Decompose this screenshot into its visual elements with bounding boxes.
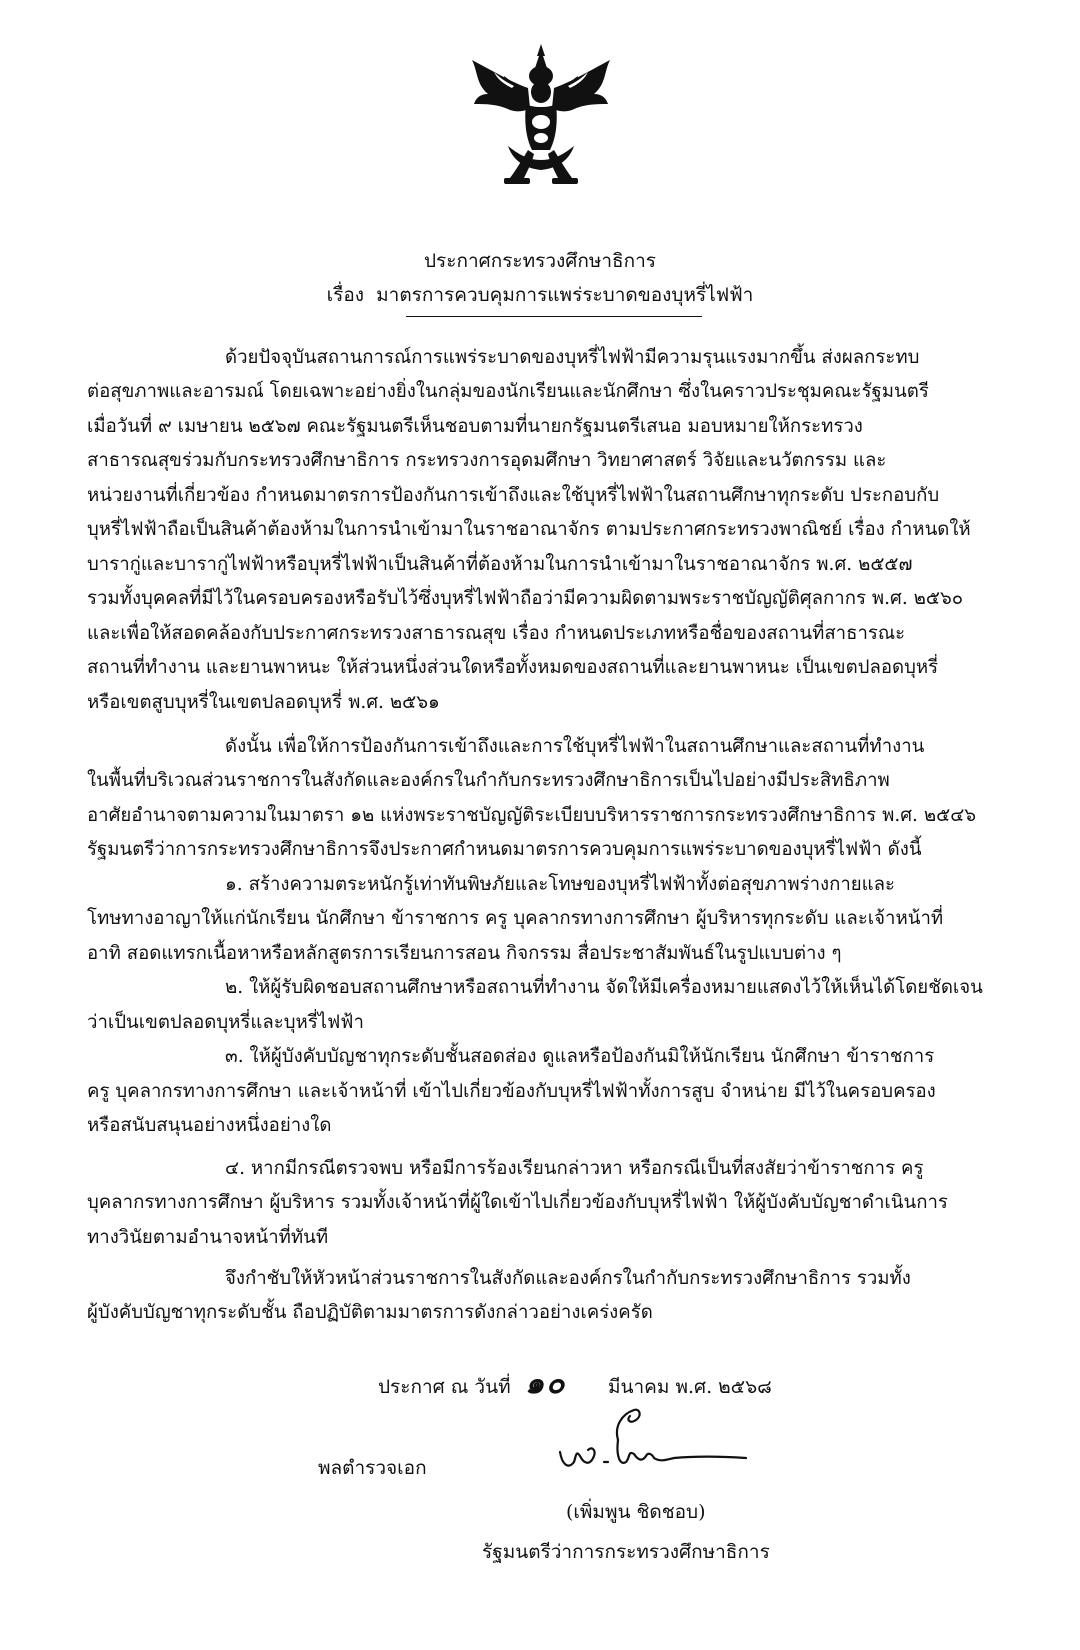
measure-2: ๒. ให้ผู้รับผิดชอบสถานศึกษาหรือสถานที่ทำงาน จัดให้มีเครื่องหมายแสดงไว้ให้เห็นได้โดยชัดเจน	[225, 977, 983, 998]
body-line: เมื่อวันที่ ๙ เมษายน ๒๕๖๗ คณะรัฐมนตรีเห็นชอบตามที่นายกรัฐมนตรีเสนอ มอบหมายให้กระทรวง	[87, 416, 863, 437]
body-line: ต่อสุขภาพและอารมณ์ โดยเฉพาะอย่างยิ่งในกลุ่มของนักเรียนและนักศึกษา ซึ่งในคราวประชุมคณะรัฐมนตรี	[87, 381, 929, 402]
title-divider	[406, 316, 702, 317]
body-line: หรือเขตสูบบุหรี่ในเขตปลอดบุหรี่ พ.ศ. ๒๕๖๑	[87, 692, 440, 713]
garuda-emblem-icon	[466, 42, 616, 192]
body-line: หรือสนับสนุนอย่างหนึ่งอย่างใด	[87, 1115, 332, 1136]
body-line: รัฐมนตรีว่าการกระทรวงศึกษาธิการจึงประกาศกำหนดมาตรการควบคุมการแพร่ระบาดของบุหรี่ไฟฟ้า ดังนี้	[87, 839, 922, 860]
body-line: อาศัยอำนาจตามความในมาตรา ๑๒ แห่งพระราชบัญญัติระเบียบบริหารราชการกระทรวงศึกษาธิการ พ.ศ. ๒๕๔๖	[87, 805, 977, 826]
body-line: ผู้บังคับบัญชาทุกระดับชั้น ถือปฏิบัติตามมาตรการดังกล่าวอย่างเคร่งครัด	[87, 1302, 653, 1323]
signatory-position: รัฐมนตรีว่าการกระทรวงศึกษาธิการ	[482, 1541, 770, 1563]
signatory-rank: พลตำรวจเอก	[318, 1457, 427, 1479]
body-line: สถานที่ทำงาน และยานพาหนะ ให้ส่วนหนึ่งส่วนใดหรือทั้งหมดของสถานที่และยานพาหนะ เป็นเขตปลอดบุหรี่	[87, 657, 939, 678]
body-line: บารากู่และบารากู่ไฟฟ้าหรือบุหรี่ไฟฟ้าเป็นสินค้าที่ต้องห้ามในการนำเข้ามาในราชอาณาจักร พ.ศ. ๒๕๕๗	[87, 554, 913, 575]
body-line: ทางวินัยตามอำนาจหน้าที่ทันที	[87, 1227, 329, 1248]
announcement-date-prefix: ประกาศ ณ วันที่	[378, 1376, 511, 1398]
body-line: หน่วยงานที่เกี่ยวข้อง กำหนดมาตรการป้องกันการเข้าถึงและใช้บุหรี่ไฟฟ้าในสถานศึกษาทุกระดับ ประกอบกับ	[87, 485, 940, 506]
document-subject	[0, 280, 1080, 310]
body-line: บุหรี่ไฟฟ้าถือเป็นสินค้าต้องห้ามในการนำเข้ามาในราชอาณาจักร ตามประกาศกระทรวงพาณิชย์ เรื่อง กำหนดให้	[87, 519, 971, 540]
body-line: ดังนั้น เพื่อให้การป้องกันการเข้าถึงและการใช้บุหรี่ไฟฟ้าในสถานศึกษาและสถานที่ทำงาน	[225, 736, 925, 757]
body-line: และเพื่อให้สอดคล้องกับประกาศกระทรวงสาธารณสุข เรื่อง กำหนดประเภทหรือชื่อของสถานที่สาธารณะ	[87, 623, 906, 644]
measure-3: ๓. ให้ผู้บังคับบัญชาทุกระดับชั้นสอดส่อง ดูแลหรือป้องกันมิให้นักเรียน นักศึกษา ข้าราชการ	[225, 1046, 935, 1067]
body-line: อาทิ สอดแทรกเนื้อหาหรือหลักสูตรการเรียนการสอน กิจกรรม สื่อประชาสัมพันธ์ในรูปแบบต่าง ๆ	[87, 943, 842, 964]
announcement-day: ๑๐	[525, 1366, 567, 1401]
measure-1: ๑. สร้างความตระหนักรู้เท่าทันพิษภัยและโทษของบุหรี่ไฟฟ้าทั้งต่อสุขภาพร่างกายและ	[225, 874, 896, 895]
measure-4: ๔. หากมีกรณีตรวจพบ หรือมีการร้องเรียนกล่าวหา หรือกรณีเป็นที่สงสัยว่าข้าราชการ ครู	[225, 1158, 924, 1179]
body-line: โทษทางอาญาให้แก่นักเรียน นักศึกษา ข้าราชการ ครู บุคลากรทางการศึกษา ผู้บริหารทุกระดับ และเจ้าหน้าที่	[87, 908, 944, 929]
body-line: ด้วยปัจจุบันสถานการณ์การแพร่ระบาดของบุหรี่ไฟฟ้ามีความรุนแรงมากขึ้น ส่งผลกระทบ	[225, 347, 920, 368]
body-line: ในพื้นที่บริเวณส่วนราชการในสังกัดและองค์กรในกำกับกระทรวงศึกษาธิการเป็นไปอย่างมีประสิทธิภาพ	[87, 770, 890, 791]
announcement-month-year: มีนาคม พ.ศ. ๒๕๖๘	[608, 1376, 772, 1398]
body-line: รวมทั้งบุคคลที่มีไว้ในครอบครองหรือรับไว้ซึ่งบุหรี่ไฟฟ้าถือว่ามีความผิดตามพระราชบัญญัติศุลกากร พ.ศ. ๒๕๖๐	[87, 588, 964, 609]
handwritten-signature	[556, 1400, 756, 1490]
body-line: ครู บุคลากรทางการศึกษา และเจ้าหน้าที่ เข้าไปเกี่ยวข้องกับบุหรี่ไฟฟ้าทั้งการสูบ จำหน่าย มีไว้ในครอบครอง	[87, 1081, 936, 1102]
body-line: สาธารณสุขร่วมกับกระทรวงศึกษาธิการ กระทรวงการอุดมศึกษา วิทยาศาสตร์ วิจัยและนวัตกรรม และ	[87, 450, 887, 471]
body-line: จึงกำชับให้หัวหน้าส่วนราชการในสังกัดและองค์กรในกำกับกระทรวงศึกษาธิการ รวมทั้ง	[225, 1268, 911, 1289]
signatory-name: (เพิ่มพูน ชิดชอบ)	[566, 1501, 706, 1523]
subject-text: มาตรการควบคุมการแพร่ระบาดของบุหรี่ไฟฟ้า	[376, 284, 754, 306]
body-line: ว่าเป็นเขตปลอดบุหรี่และบุหรี่ไฟฟ้า	[87, 1012, 364, 1033]
subject-prefix: เรื่อง	[326, 284, 365, 306]
body-line: บุคลากรทางการศึกษา ผู้บริหาร รวมทั้งเจ้าหน้าที่ผู้ใดเข้าไปเกี่ยวข้องกับบุหรี่ไฟฟ้า ให้ผู้บังคับบัญชาดำเนินการ	[87, 1192, 948, 1213]
document-title: ประกาศกระทรวงศึกษาธิการ	[423, 250, 657, 272]
